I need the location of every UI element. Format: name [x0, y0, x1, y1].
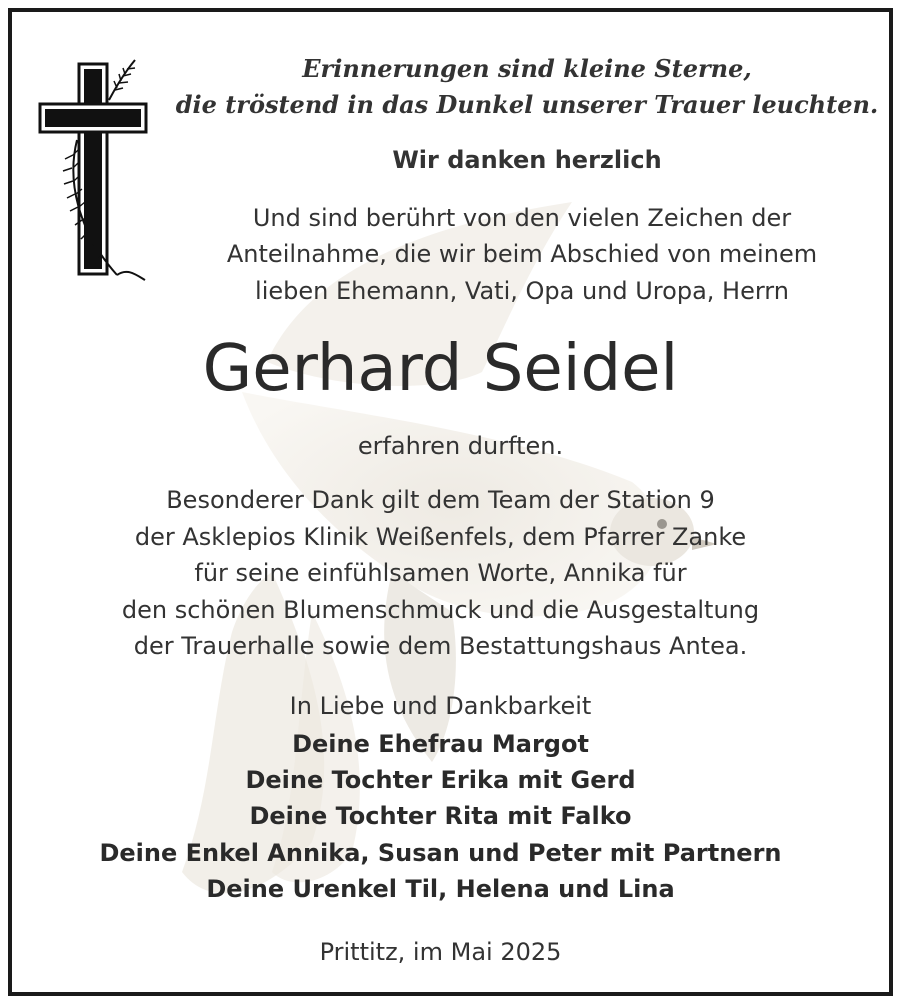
intro-line: Und sind berührt von den vielen Zeichen der — [252, 204, 792, 232]
deceased-name: Gerhard Seidel — [202, 332, 679, 406]
cross-with-palm-branch-icon — [37, 50, 157, 282]
signatory: Deine Tochter Rita mit Falko — [249, 802, 632, 830]
intro-line: lieben Ehemann, Vati, Opa und Uropa, Herrn — [255, 277, 789, 305]
intro-end: erfahren durften. — [357, 432, 564, 460]
special-thanks-line: der Trauerhalle sowie dem Bestattungshaus Antea. — [133, 632, 748, 660]
signatory: Deine Urenkel Til, Helena und Lina — [206, 875, 675, 903]
signatory: Deine Enkel Annika, Susan und Peter mit Partnern — [99, 839, 782, 867]
special-thanks-line: Besonderer Dank gilt dem Team der Station 9 — [166, 486, 715, 514]
place-date: Prittitz, im Mai 2025 — [319, 938, 562, 966]
obituary-card — [8, 8, 893, 996]
signatory: Deine Ehefrau Margot — [292, 730, 589, 758]
special-thanks-line: den schönen Blumenschmuck und die Ausgestaltung — [121, 596, 760, 624]
verse-line-2: die tröstend in das Dunkel unserer Trauer leuchten. — [175, 90, 879, 119]
special-thanks-line: für seine einfühlsamen Worte, Annika für — [194, 559, 687, 587]
intro-line: Anteilnahme, die wir beim Abschied von meinem — [226, 240, 818, 268]
verse-line-1: Erinnerungen sind kleine Sterne, — [302, 54, 752, 83]
closing-phrase: In Liebe und Dankbarkeit — [289, 692, 592, 720]
signatory: Deine Tochter Erika mit Gerd — [245, 766, 636, 794]
special-thanks-line: der Asklepios Klinik Weißenfels, dem Pfarrer Zanke — [134, 523, 747, 551]
thanks-heading: Wir danken herzlich — [392, 146, 662, 174]
